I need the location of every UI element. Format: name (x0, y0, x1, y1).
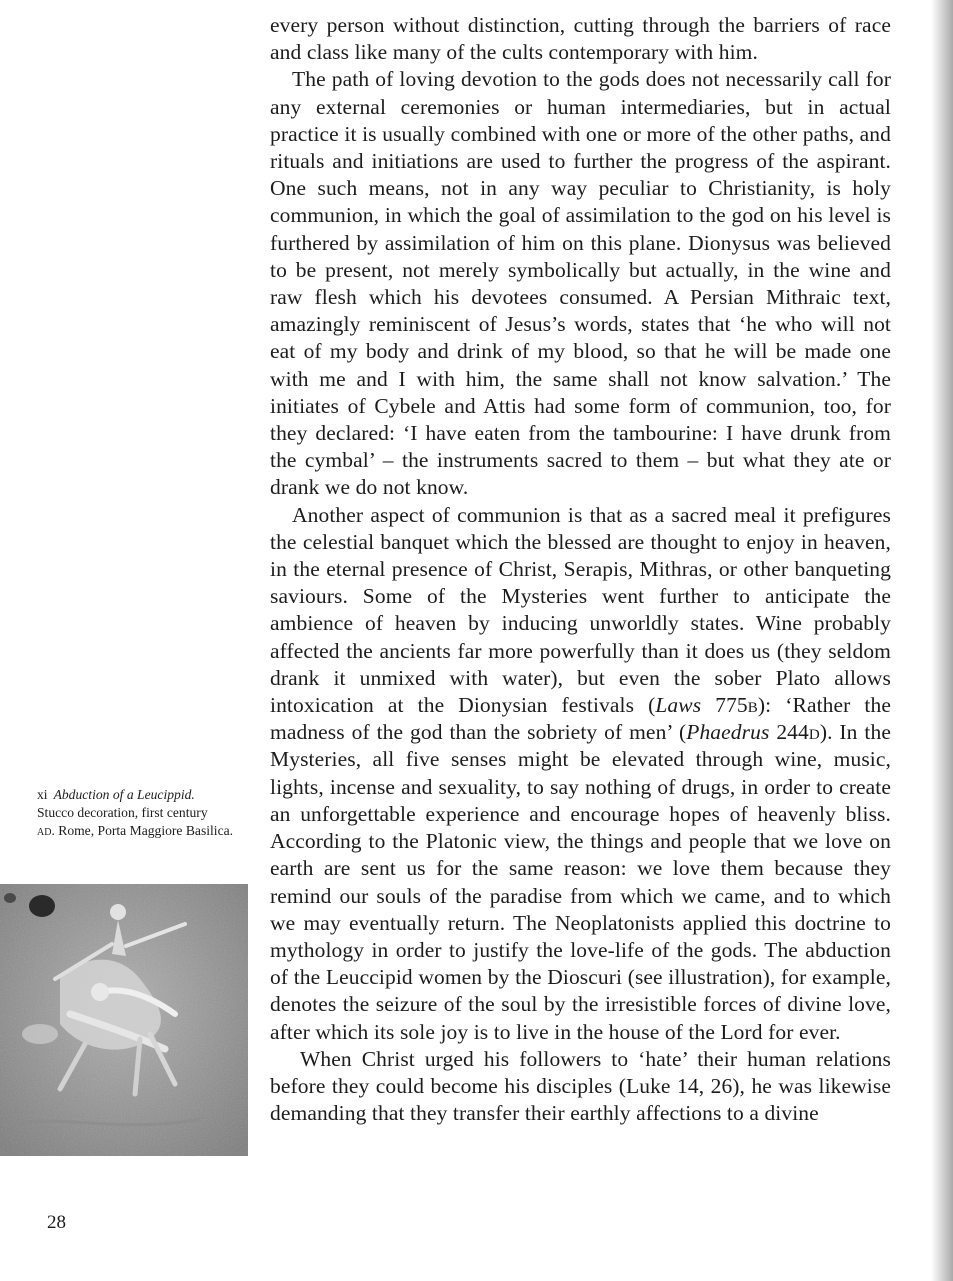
paragraph-1: every person without distinction, cutting through the barriers of race and class like many of the cults contemporary with him. (270, 13, 891, 65)
stucco-relief-image (0, 884, 248, 1156)
caption-title: Abduction of a Leucippid. (53, 787, 195, 802)
laws-title: Laws (655, 693, 702, 718)
paragraph-3-part-c: ). In the Mysteries, all five senses might be elevated through wine, music, lights, incense and sexuality, to say nothing of drugs, in order to create an unforgettable experience and encourage hopes of heavenly bliss. According to the Platonic view, the things and people that we love on earth are sent us for the same reason: we love them because they remind our souls of the paradise from which we came, and to which we may eventually return. The Neoplatonists applied this doctrine to mythology in order to justify the love-life of the gods. The abduction of the Leuccipid women by the Dioscuri (see illustration), for example, denotes the seizure of the soul by the irresistible forces of divine love, after which its sole joy is to live in the house of the Lord for ever. (270, 720, 891, 1044)
laws-ref-number: 775 (715, 693, 748, 718)
laws-ref-letter: b (747, 693, 758, 718)
paragraph-3-part-a: Another aspect of communion is that as a sacred meal it prefigures the celestial banquet which the blessed are thought to enjoy in heaven, in the eternal presence of Christ, Serapis, Mithras, or other banqueting saviours. Some of the Mysteries went further to anticipate the ambience of heaven by inducing unworldly states. Wine probably affected the ancients far more powerfully than it does us (they seldom drank it unmixed with water), but even the sober Plato allows intoxication at the Dionysian festivals ( (270, 502, 891, 718)
paragraph-2: The path of loving devotion to the gods does not necessarily call for any external ceremonies or human intermediaries, but in actual practice it is usually combined with one or more of the other paths, and rituals and initiations are used to further the progress of the aspirant. One such means, not in any way peculiar to Christianity, is holy communion, in which the goal of assimilation to the god on his level is furthered by assimilation of him on this plane. Dionysus was believed to be present, not merely symbolically but actually, in the wine and raw flesh which his devotees consumed. A Persian Mithraic text, amazingly reminiscent of Jesus’s words, states that ‘he who will not eat of my body and drink of my blood, so that he will be made one with me and I with him, the same shall not know salvation.’ The initiates of Cybele and Attis had some form of communion, too, for they declared: ‘I have eaten from the tambourine: I have drunk from the cymbal’ – the instruments sacred to them – but what they ate or drank we do not know. (270, 67, 891, 500)
phaedrus-ref-letter: d (808, 720, 820, 745)
caption-number: xi (37, 787, 48, 802)
paragraph-3-part-b: ): ‘Rather the madness of the god than the sobriety of men’ ( (270, 693, 891, 745)
phaedrus-ref-number: 244 (776, 720, 809, 745)
paragraph-4: When Christ urged his followers to ‘hate’ their human relations before they could become his disciples (Luke 14, 26), he was likewise demanding that they transfer their earthly affections to a divine (270, 1046, 891, 1126)
paragraph-3 (270, 502, 891, 1046)
page-gutter-shadow (931, 0, 953, 1281)
body-text (270, 12, 891, 1127)
phaedrus-title: Phaedrus (686, 720, 770, 745)
caption-location: . Rome, Porta Maggiore Basilica. (51, 823, 234, 838)
page-number: 28 (47, 1212, 66, 1233)
caption-description: Stucco decoration, first century (37, 805, 208, 820)
figure-caption (37, 786, 249, 840)
caption-era: ad (37, 823, 52, 838)
